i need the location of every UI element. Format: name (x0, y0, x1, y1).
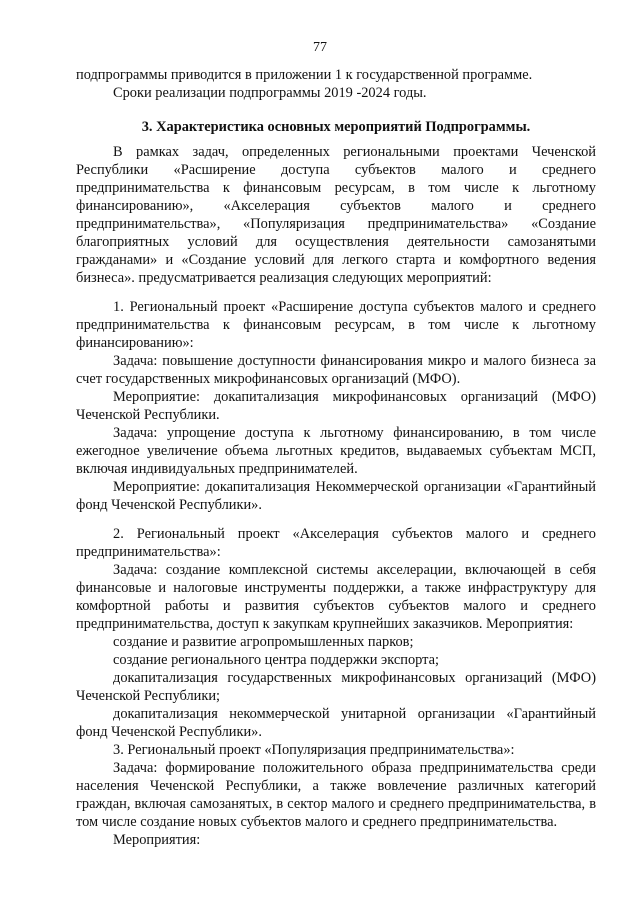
paragraph-intro: В рамках задач, определенных региональными проектами Чеченской Республики «Расширение доступа субъектов малого и среднего предпринимательства к финансовым ресурсам, в том числе к льготному финансированию», «Акселерация субъектов малого и среднего предпринимательства», «Популяризация предпринимательства» «Создание благоприятных условий для осуществления деятельности самозанятыми гражданами» и «Создание условий для легкого старта и комфортного ведения бизнеса». предусматривается реализация следующих мероприятий: (76, 144, 596, 286)
page-number: 77 (313, 40, 327, 55)
paragraph-timeline: Сроки реализации подпрограммы 2019 -2024 годы. (113, 85, 427, 101)
paragraph-project-3: 3. Региональный проект «Популяризация предпринимательства»: (113, 742, 515, 758)
paragraph-continuation: подпрограммы приводится в приложении 1 к государственной программе. (76, 67, 533, 83)
list-item-agroparks: создание и развитие агропромышленных парков; (113, 634, 414, 650)
paragraph-project-2: 2. Региональный проект «Акселерация субъектов малого и среднего предпринимательства»: (76, 526, 596, 560)
list-item-mfo: докапитализация государственных микрофинансовых организаций (МФО) Чеченской Республики; (76, 670, 596, 704)
paragraph-measure-2: Мероприятие: докапитализация Некоммерческой организации «Гарантийный фонд Чеченской Республики». (76, 479, 596, 513)
paragraph-task-3: Задача: создание комплексной системы акселерации, включающей в себя финансовые и налоговые инструменты поддержки, а также инфраструктуру для комфортной работы и развития субъектов субъектов малого и среднего предпринимательства, доступ к закупкам крупнейших заказчиков. Мероприятия: (76, 562, 596, 632)
list-item-export-center: создание регионального центра поддержки экспорта; (113, 652, 440, 668)
document-body (76, 66, 596, 849)
paragraph-task-4: Задача: формирование положительного образа предпринимательства среди населения Чеченской Республики, а также вовлечение различных категорий граждан, включая самозанятых, в сектор малого и среднего предпринимательства, в том числе создание новых субъектов малого и среднего предпринимательства. (76, 760, 596, 830)
paragraph-project-1: 1. Региональный проект «Расширение доступа субъектов малого и среднего предпринимательства к финансовым ресурсам, в том числе к льготному финансированию»: (76, 299, 596, 351)
list-item-guarantee-fund: докапитализация некоммерческой унитарной организации «Гарантийный фонд Чеченской Республики». (76, 706, 596, 740)
paragraph-measures-label: Мероприятия: (113, 832, 201, 848)
paragraph-measure-1: Мероприятие: докапитализация микрофинансовых организаций (МФО) Чеченской Республики. (76, 389, 596, 423)
paragraph-task-1: Задача: повышение доступности финансирования микро и малого бизнеса за счет государственных микрофинансовых организаций (МФО). (76, 353, 596, 387)
paragraph-task-2: Задача: упрощение доступа к льготному финансированию, в том числе ежегодное увеличение объема льготных кредитов, выдаваемых субъектам МСП, включая индивидуальных предпринимателей. (76, 425, 596, 477)
section-heading: 3. Характеристика основных мероприятий Подпрограммы. (141, 119, 531, 135)
